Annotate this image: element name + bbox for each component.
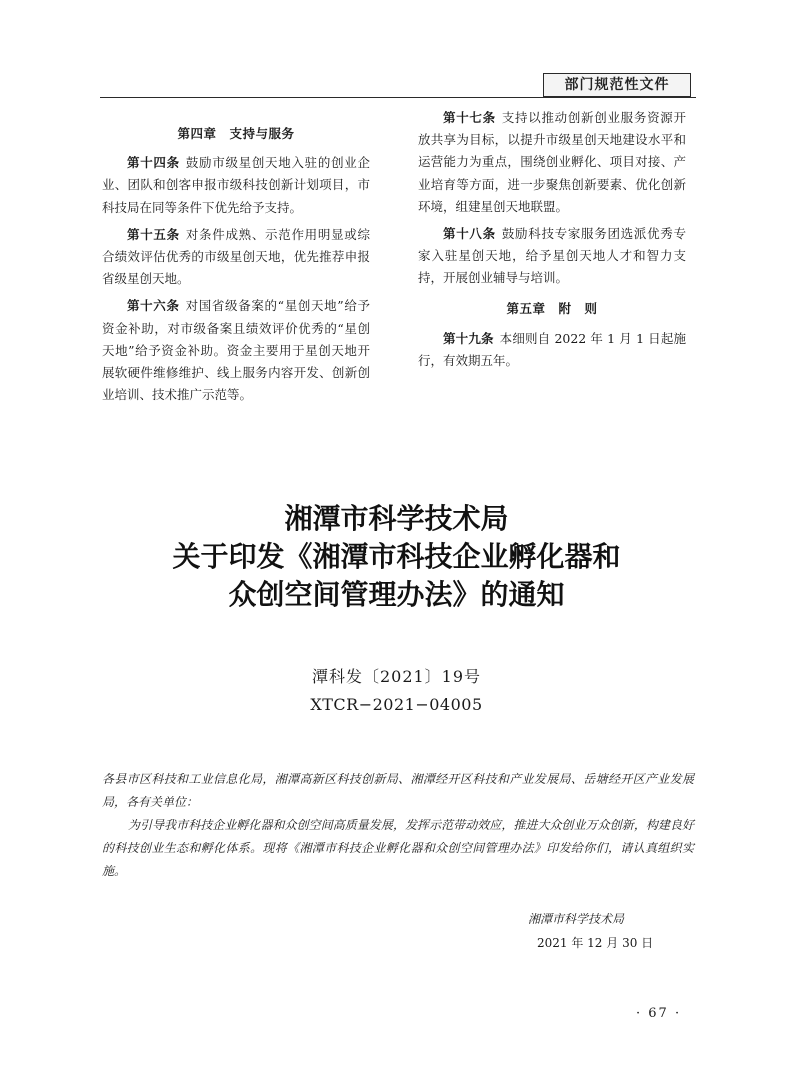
- chapter-heading: 第五章 附 则: [506, 300, 598, 316]
- page-number: · 67 ·: [636, 1006, 682, 1021]
- article-text: 本细则自 2022 年 1 月 1 日起施行，有效期五年。: [418, 330, 686, 369]
- article-17: [418, 107, 686, 218]
- article-number: 第十九条: [443, 330, 494, 346]
- header-rule: [100, 97, 696, 98]
- article-number: 第十八条: [443, 226, 496, 242]
- article-number: 第十四条: [127, 155, 180, 171]
- article-15: [102, 224, 370, 291]
- article-text: 支持以推动创新创业服务资源开放共享为目标，以提升市级星创天地建设水平和运营能力为重点，围绕创业孵化、项目对接、产业培育等方面，进一步聚焦创新要素、优化创新环境，组建星创天地联盟。: [418, 110, 686, 214]
- recipients: 各县市区科技和工业信息化局，湘潭高新区科技创新局、湘潭经开区科技和产业发展局、岳塘经开区产业发展局，各有关单位：: [102, 772, 694, 809]
- left-column: [102, 123, 370, 411]
- body-paragraph: 为引导我市科技企业孵化器和众创空间高质量发展，发挥示范带动效应，推进大众创业万众创新，构建良好的科技创业生态和孵化体系。现将《湘潭市科技企业孵化器和众创空间管理办法》印发给你们，请认真组织实施。: [102, 818, 694, 878]
- notice-title-line: 众创空间管理办法》的通知: [228, 578, 565, 611]
- article-text: 对条件成熟、示范作用明显或综合绩效评估优秀的市级星创天地，优先推荐申报省级星创天地。: [102, 226, 370, 287]
- notice-title: [0, 500, 793, 614]
- article-text: 对国省级备案的“星创天地”给予资金补助，对市级备案且绩效评价优秀的“星创天地”给予资金补助。资金主要用于星创天地开展软硬件维修维护、线上服务内容开发、创新创业培训、技术推广示范等。: [102, 298, 370, 403]
- document-number: 潭科发〔2021〕19号: [311, 667, 482, 686]
- article-16: [102, 295, 370, 406]
- article-14: [102, 152, 370, 219]
- right-column: [418, 107, 686, 377]
- section-tag: 部门规范性文件: [543, 73, 691, 97]
- sign-date: 2021 年 12 月 30 日: [537, 936, 654, 950]
- article-number: 第十六条: [127, 298, 180, 314]
- article-text: 鼓励市级星创天地入驻的创业企业、团队和创客申报市级科技创新计划项目，市科技局在同等条件下优先给予支持。: [102, 155, 370, 215]
- notice-title-line: 关于印发《湘潭市科技企业孵化器和: [172, 540, 621, 573]
- article-number: 第十五条: [127, 226, 180, 242]
- article-number: 第十七条: [443, 110, 496, 125]
- notice-title-line: 湘潭市科学技术局: [284, 502, 509, 535]
- chapter-heading: 第四章 支持与服务: [177, 126, 295, 141]
- notice-body: [102, 768, 694, 883]
- article-text: 鼓励科技专家服务团选派优秀专家入驻星创天地，给予星创天地人才和智力支持，开展创业辅导与培训。: [418, 226, 686, 286]
- document-code: XTCR−2021−04005: [310, 695, 483, 714]
- article-19: [418, 328, 686, 372]
- article-18: [418, 223, 686, 290]
- signer: 湘潭市科学技术局: [528, 912, 625, 926]
